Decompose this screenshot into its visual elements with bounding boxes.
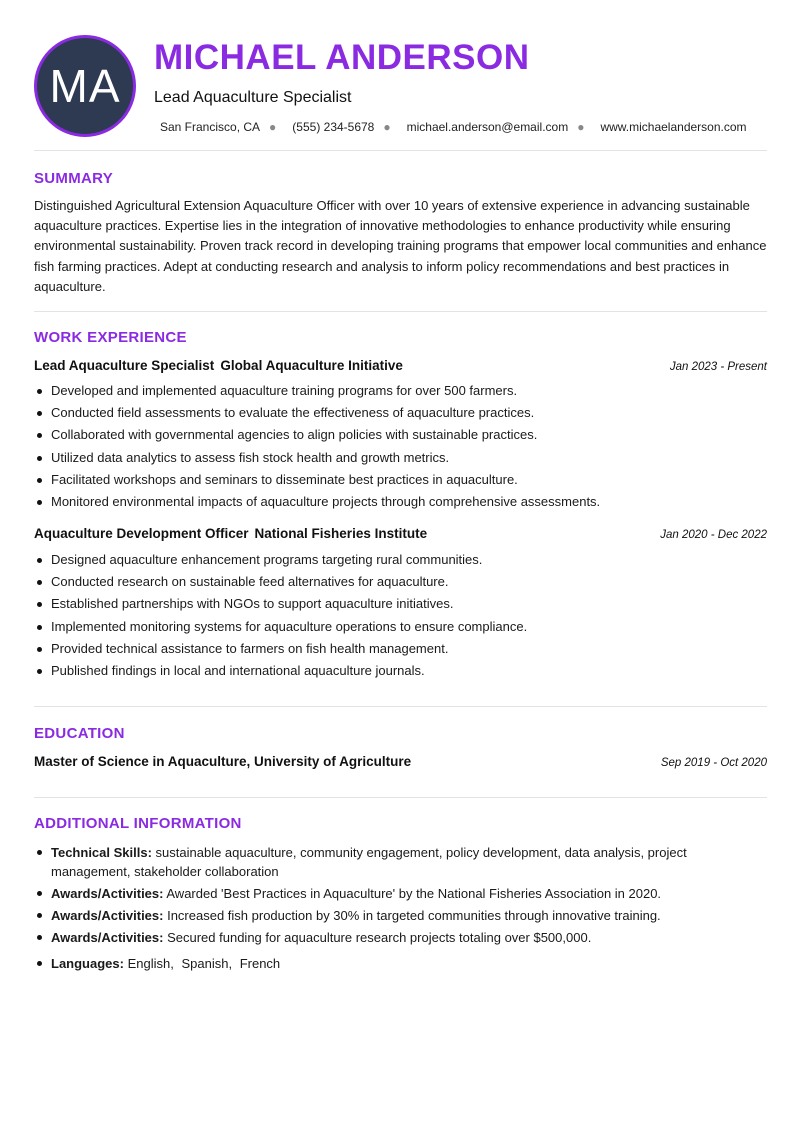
list-item: Monitored environmental impacts of aquaculture projects through comprehensive assessments. xyxy=(34,492,600,514)
language: Spanish, xyxy=(181,956,233,971)
list-item: Conducted field assessments to evaluate the effectiveness of aquaculture practices. xyxy=(34,403,600,425)
divider xyxy=(34,706,767,707)
item-label: Awards/Activities: xyxy=(51,930,164,945)
education-entry xyxy=(34,754,767,769)
language: English, xyxy=(127,956,174,971)
item-text: Secured funding for aquaculture research projects totaling over $500,000. xyxy=(167,930,592,945)
contact-phone[interactable]: (555) 234-5678 xyxy=(292,120,375,134)
job-role-line xyxy=(34,526,427,541)
list-item: Utilized data analytics to assess fish stock health and growth metrics. xyxy=(34,448,600,470)
item-label: Technical Skills: xyxy=(51,845,152,860)
job-role-line xyxy=(34,358,403,373)
separator-dot: ● xyxy=(383,120,391,134)
job-header xyxy=(34,358,767,373)
contact-bar xyxy=(160,120,747,134)
item-text: Increased fish production by 30% in targeted communities through innovative training. xyxy=(167,908,661,923)
additional-heading: ADDITIONAL INFORMATION xyxy=(34,815,242,832)
item-text: Awarded 'Best Practices in Aquaculture' by the National Fisheries Association in 2020. xyxy=(166,886,662,901)
summary-text: Distinguished Agricultural Extension Aquaculture Officer with over 10 years of extensive experience in advancing sustainable aquaculture practices. Expertise lies in the integration of innovative methodologies to enhance productivity while ensuring environmental sustainability. Proven track record in developing training programs that empower local communities and enhance fish farming practices. Adept at conducting research and analysis to inform policy recommendations and best practices in aquaculture. xyxy=(34,198,767,294)
avatar-initials: MA xyxy=(49,60,121,112)
job-header xyxy=(34,526,767,541)
list-item xyxy=(34,884,734,903)
list-item: Provided technical assistance to farmers on fish health management. xyxy=(34,639,527,661)
summary-heading: SUMMARY xyxy=(34,170,114,187)
list-item: Designed aquaculture enhancement programs targeting rural communities. xyxy=(34,550,527,572)
contact-email[interactable]: michael.anderson@email.com xyxy=(406,120,569,134)
list-item xyxy=(34,928,734,947)
divider xyxy=(34,311,767,312)
additional-list xyxy=(34,843,734,976)
list-item: Implemented monitoring systems for aquaculture operations to ensure compliance. xyxy=(34,617,527,639)
language: French xyxy=(239,956,281,971)
list-item: Established partnerships with NGOs to support aquaculture initiatives. xyxy=(34,594,527,616)
job-dates: Jan 2023 - Present xyxy=(669,361,767,373)
list-item: Published findings in local and international aquaculture journals. xyxy=(34,661,527,683)
candidate-name: MICHAEL ANDERSON xyxy=(154,38,530,77)
item-label: Awards/Activities: xyxy=(51,908,164,923)
job-bullets xyxy=(34,550,527,683)
experience-heading: WORK EXPERIENCE xyxy=(34,329,187,346)
separator-dot: ● xyxy=(269,120,277,134)
item-label: Awards/Activities: xyxy=(51,886,164,901)
job-bullets xyxy=(34,381,600,514)
divider xyxy=(34,797,767,798)
avatar xyxy=(34,35,136,137)
list-item xyxy=(34,843,734,881)
languages-label: Languages: xyxy=(51,956,124,971)
languages-item xyxy=(34,954,734,973)
candidate-title: Lead Aquaculture Specialist xyxy=(154,89,352,106)
job-dates: Jan 2020 - Dec 2022 xyxy=(660,529,767,541)
education-degree: Master of Science in Aquaculture, University of Agriculture xyxy=(34,754,412,769)
job-org: Global Aquaculture Initiative xyxy=(220,358,403,373)
list-item: Developed and implemented aquaculture training programs for over 500 farmers. xyxy=(34,381,600,403)
list-item xyxy=(34,906,734,925)
contact-website[interactable]: www.michaelanderson.com xyxy=(600,120,747,134)
item-text: sustainable aquaculture, community engagement, policy development, data analysis, project management, stakeholder collaboration xyxy=(51,845,687,879)
contact-location: San Francisco, CA xyxy=(160,120,261,134)
education-heading: EDUCATION xyxy=(34,725,125,742)
list-item: Facilitated workshops and seminars to disseminate best practices in aquaculture. xyxy=(34,470,600,492)
job-role: Lead Aquaculture Specialist xyxy=(34,358,215,373)
job-org: National Fisheries Institute xyxy=(254,526,428,541)
list-item: Conducted research on sustainable feed alternatives for aquaculture. xyxy=(34,572,527,594)
list-item: Collaborated with governmental agencies to align policies with sustainable practices. xyxy=(34,425,600,447)
education-dates: Sep 2019 - Oct 2020 xyxy=(660,757,767,769)
separator-dot: ● xyxy=(577,120,585,134)
job-role: Aquaculture Development Officer xyxy=(34,526,249,541)
divider xyxy=(34,150,767,151)
